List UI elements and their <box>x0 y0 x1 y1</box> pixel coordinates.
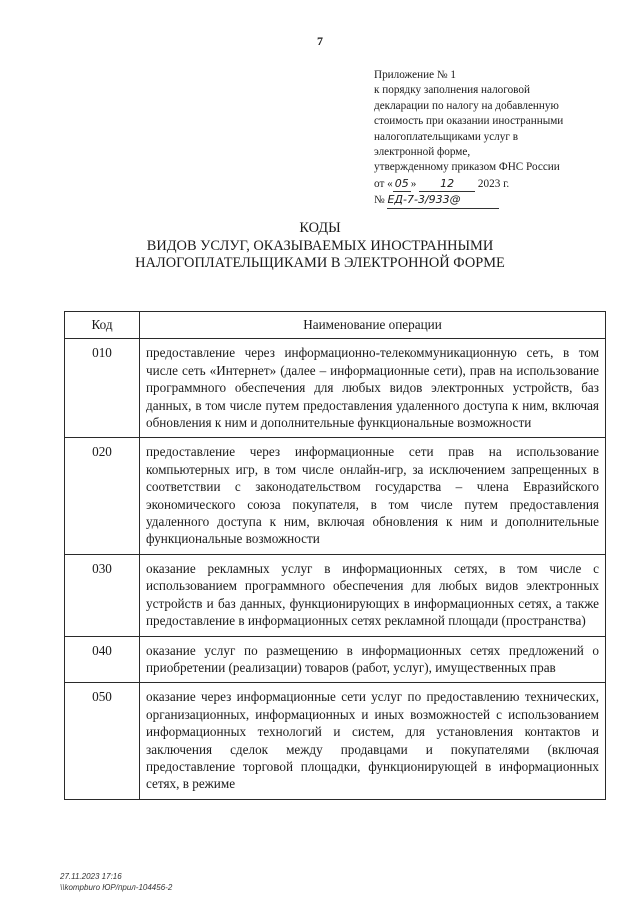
header-name: Наименование операции <box>140 312 606 339</box>
table-row <box>65 554 606 636</box>
row-code: 020 <box>65 438 140 554</box>
date-prefix: от « <box>374 177 393 190</box>
number-value: ЕД-7-3/933@ <box>387 192 499 208</box>
date-year: 2023 г. <box>477 177 510 190</box>
header-code: Код <box>65 312 140 339</box>
document-title <box>0 220 640 273</box>
footer-path: \\kompburo ЮР/прил-104456-2 <box>60 883 173 892</box>
row-description: оказание услуг по размещению в информационных сетях предложений о приобретении (реализации) товаров (работ, услуг), имущественных прав <box>140 636 606 683</box>
date-month: 12 <box>419 176 475 192</box>
title-line: ВИДОВ УСЛУГ, ОКАЗЫВАЕМЫХ ИНОСТРАННЫМИ <box>146 237 494 254</box>
appendix-line: утвержденному приказом ФНС России <box>374 161 560 174</box>
appendix-line: налогоплательщиками услуг в <box>374 130 519 143</box>
table-row <box>65 683 606 799</box>
number-prefix: № <box>374 194 385 207</box>
title-line: КОДЫ <box>299 220 341 236</box>
row-description: оказание через информационные сети услуг по предоставлению технических, организационных, информационных и иных возможностей с использованием информационных технологий и систем, для установления контактов и заключения сделок между продавцами и покупателями (включая предоставление торговой площадки, функционирующей в информационных сетях, в режиме <box>140 683 606 799</box>
footer-stamp <box>60 871 172 893</box>
appendix-line: к порядку заполнения налоговой <box>374 84 530 97</box>
row-description: предоставление через информационные сети прав на использование компьютерных игр, в том числе онлайн-игр, за исключением запрещенных в соответствии с законодательством государства – члена Евразийского экономического союза покупателя, в том числе путем предоставления удаленного доступа к ним, включая обновления к ним и дополнительные функциональные возможности <box>140 438 606 554</box>
row-code: 010 <box>65 339 140 438</box>
table-row <box>65 438 606 554</box>
row-description: предоставление через информационно-телекоммуникационную сеть, в том числе сеть «Интернет» (далее – информационные сети), прав на использование программного обеспечения для любых видов электронных устройств, баз данных, в том числе путем предоставления удаленного доступа к ним, включая обновления к ним и дополнительные функциональные возможности <box>140 339 606 438</box>
appendix-line: электронной форме, <box>374 146 471 159</box>
date-day: 05 <box>393 176 411 192</box>
appendix-line: стоимость при оказании иностранными <box>374 115 564 128</box>
appendix-title: Приложение № 1 <box>374 69 456 81</box>
row-description: оказание рекламных услуг в информационных сетях, в том числе с использованием программного обеспечения для любых видов электронных устройств и баз данных, функционирующих в информационных сетях, а также предоставление в информационных сетях рекламной площади (пространства) <box>140 554 606 636</box>
table-row <box>65 636 606 683</box>
page-number: 7 <box>317 34 323 48</box>
table-row <box>65 339 606 438</box>
appendix-block <box>374 68 624 209</box>
row-code: 030 <box>65 554 140 636</box>
appendix-line: декларации по налогу на добавленную <box>374 99 559 112</box>
footer-timestamp: 27.11.2023 17:16 <box>60 872 122 881</box>
table-header-row <box>65 312 606 339</box>
title-line: НАЛОГОПЛАТЕЛЬЩИКАМИ В ЭЛЕКТРОННОЙ ФОРМЕ <box>135 255 505 271</box>
codes-table <box>64 311 606 800</box>
date-mid: » <box>410 177 417 190</box>
row-code: 050 <box>65 683 140 799</box>
appendix-number <box>374 192 624 208</box>
row-code: 040 <box>65 636 140 683</box>
appendix-date <box>374 176 624 192</box>
